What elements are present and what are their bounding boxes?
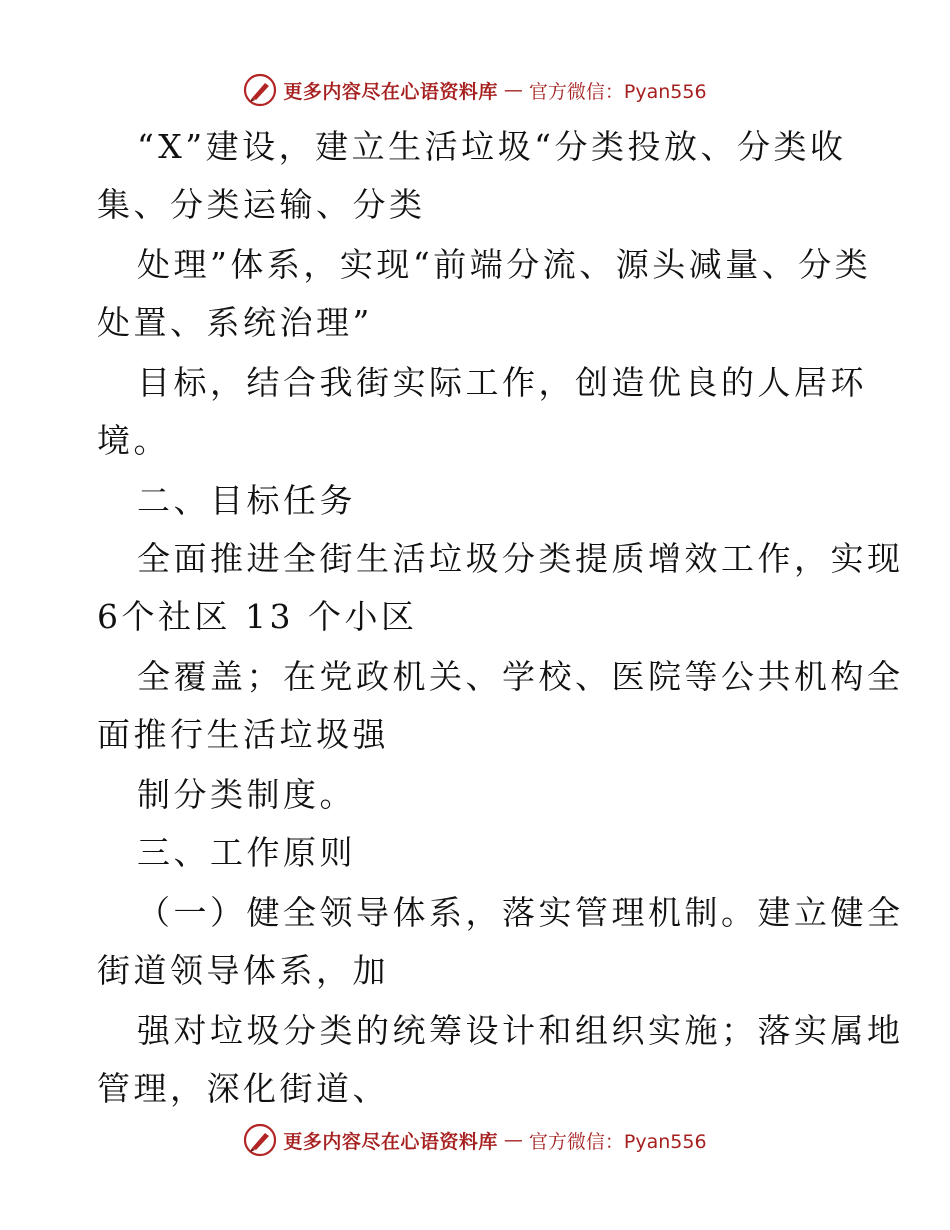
text-line: 管理，深化街道、 [97, 1069, 389, 1108]
pen-logo-icon [243, 73, 277, 107]
watermark-separator: — [503, 1129, 523, 1151]
watermark-wechat-text: 官方微信：Pyan556 [528, 1130, 707, 1153]
section-heading: 三、工作原则 [137, 833, 356, 872]
text-line: 街道领导体系，加 [97, 951, 389, 990]
text-line: 6个社区 13 个小区 [97, 597, 418, 636]
watermark-main-text: 更多内容尽在心语资料库 [283, 80, 498, 103]
text-line: 境。 [97, 421, 170, 460]
section-heading: 二、目标任务 [137, 481, 356, 520]
footer-watermark [0, 1120, 950, 1160]
text-line: “X”建设，建立生活垃圾“分类投放、分类收 [137, 127, 847, 166]
text-line: 目标，结合我街实际工作，创造优良的人居环 [137, 363, 867, 402]
text-line: 强对垃圾分类的统筹设计和组织实施；落实属地 [137, 1011, 904, 1050]
text-line: 集、分类运输、分类 [97, 185, 426, 224]
watermark-wechat-text: 官方微信：Pyan556 [528, 80, 707, 103]
text-line: 全覆盖；在党政机关、学校、医院等公共机构全 [137, 657, 904, 696]
watermark-separator: — [503, 79, 523, 101]
text-line: 全面推进全街生活垃圾分类提质增效工作，实现 [137, 539, 904, 578]
text-line: 制分类制度。 [137, 775, 356, 814]
watermark-main-text: 更多内容尽在心语资料库 [283, 1130, 498, 1153]
text-line: 面推行生活垃圾强 [97, 715, 389, 754]
text-line: 处置、系统治理” [97, 303, 373, 342]
text-line: 处理”体系，实现“前端分流、源头减量、分类 [137, 245, 872, 284]
text-line: （一）健全领导体系，落实管理机制。建立健全 [137, 893, 904, 932]
header-watermark [0, 70, 950, 110]
pen-logo-icon [243, 1123, 277, 1157]
